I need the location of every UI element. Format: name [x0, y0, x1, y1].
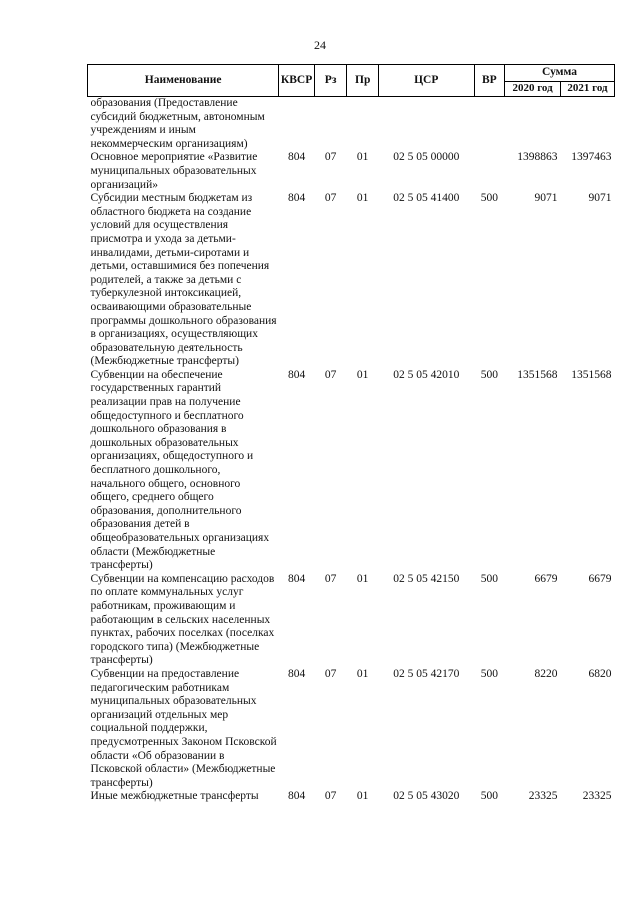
row-name: Субвенции на компенсацию расходов по оплате коммунальных услуг работникам, проживающим и работающим в сельских населенных пунктах, рабочих поселках (поселках городского типа) (Межбюджетные трансферты) [90, 572, 275, 667]
table-row [88, 668, 615, 790]
table-body [88, 97, 615, 804]
page-number: 24 [314, 38, 326, 52]
row-rz [314, 97, 347, 152]
header-kvsr: КВСР [279, 65, 315, 97]
row-name: Иные межбюджетные трансферты [90, 790, 259, 803]
row-kvsr: 804 [287, 151, 306, 164]
row-sum-2021: 9071 [588, 192, 612, 205]
row-name: Основное мероприятие «Развитие муниципальных образовательных организаций» [90, 151, 258, 191]
row-csr [378, 97, 474, 152]
row-csr: 02 5 05 00000 [393, 151, 460, 164]
row-kvsr: 804 [287, 790, 306, 803]
table-row [88, 573, 615, 668]
row-name: Субвенции на предоставление педагогическим работникам муниципальных образовательных организаций отдельных мер социальной поддержки, предусмотренных Законом Псковской области «Об образовании в Псковской области» (Межбюджетные трансферты) [90, 667, 277, 789]
row-vr: 500 [480, 368, 498, 381]
row-vr: 500 [480, 192, 498, 205]
header-csr: ЦСР [378, 65, 474, 97]
row-csr: 02 5 05 41400 [393, 192, 460, 205]
header-sum: Сумма [505, 65, 615, 82]
row-rz: 07 [324, 151, 337, 164]
row-kvsr: 804 [287, 667, 306, 680]
header-vr: ВР [474, 65, 505, 97]
row-pr: 01 [356, 790, 369, 803]
row-kvsr [279, 97, 315, 152]
row-rz: 07 [324, 368, 337, 381]
row-rz: 07 [324, 667, 337, 680]
row-sum-2020: 1398863 [517, 151, 558, 164]
row-vr: 500 [480, 667, 498, 680]
row-pr: 01 [356, 572, 369, 585]
row-vr [474, 151, 505, 192]
row-csr: 02 5 05 42150 [393, 572, 460, 585]
row-rz: 07 [324, 572, 337, 585]
row-sum-2020 [505, 97, 561, 152]
row-pr: 01 [356, 192, 369, 205]
row-sum-2020: 9071 [534, 192, 558, 205]
header-year-2020: 2020 год [505, 82, 561, 97]
row-sum-2021: 1351568 [571, 368, 612, 381]
header-pr: Пр [347, 65, 379, 97]
table-row [88, 369, 615, 573]
row-sum-2021 [561, 97, 615, 152]
row-pr: 01 [356, 667, 369, 680]
row-sum-2020: 8220 [534, 667, 558, 680]
row-sum-2021: 6820 [588, 667, 612, 680]
table-row [88, 151, 615, 192]
row-csr: 02 5 05 43020 [393, 790, 460, 803]
row-vr [474, 97, 505, 152]
row-pr: 01 [356, 368, 369, 381]
row-sum-2021: 6679 [588, 572, 612, 585]
header-year-2021: 2021 год [561, 82, 615, 97]
row-name: образования (Предоставление субсидий бюджетным, автономным учреждениям и иным некоммерческим организациям) [90, 97, 265, 150]
table-header [88, 65, 615, 97]
table-row [88, 790, 615, 804]
row-name: Субвенции на обеспечение государственных гарантий реализации прав на получение общедоступного и бесплатного дошкольного образования в дошкольных образовательных организациях, общедоступного и бесплатного дошкольного, начального общего, основного общего, среднего общего образования, дополнительного образования детей в общеобразовательных организациях области (Межбюджетные трансферты) [90, 368, 270, 572]
row-csr: 02 5 05 42170 [393, 667, 460, 680]
row-sum-2020: 1351568 [517, 368, 558, 381]
row-kvsr: 804 [287, 368, 306, 381]
table-row [88, 97, 615, 152]
header-name: Наименование [88, 65, 279, 97]
row-kvsr: 804 [287, 572, 306, 585]
row-sum-2021: 1397463 [571, 151, 612, 164]
row-rz: 07 [324, 192, 337, 205]
table-row [88, 192, 615, 369]
row-rz: 07 [324, 790, 337, 803]
row-pr [347, 97, 379, 152]
row-sum-2021: 23325 [582, 790, 612, 803]
header-rz: Рз [314, 65, 347, 97]
row-kvsr: 804 [287, 192, 306, 205]
row-vr: 500 [480, 790, 498, 803]
row-pr: 01 [356, 151, 369, 164]
row-sum-2020: 23325 [528, 790, 558, 803]
budget-table [87, 64, 615, 804]
row-vr: 500 [480, 572, 498, 585]
row-sum-2020: 6679 [534, 572, 558, 585]
row-csr: 02 5 05 42010 [393, 368, 460, 381]
row-name: Субсидии местным бюджетам из областного бюджета на создание условий для осуществления присмотра и ухода за детьми-инвалидами, детьми-сиротами и детьми, оставшимися без попечения родителей, а также за детьми с туберкулезной интоксикацией, осваивающими образовательные программы дошкольного образования в организациях, осуществляющих образовательную деятельность (Межбюджетные трансферты) [90, 192, 277, 368]
